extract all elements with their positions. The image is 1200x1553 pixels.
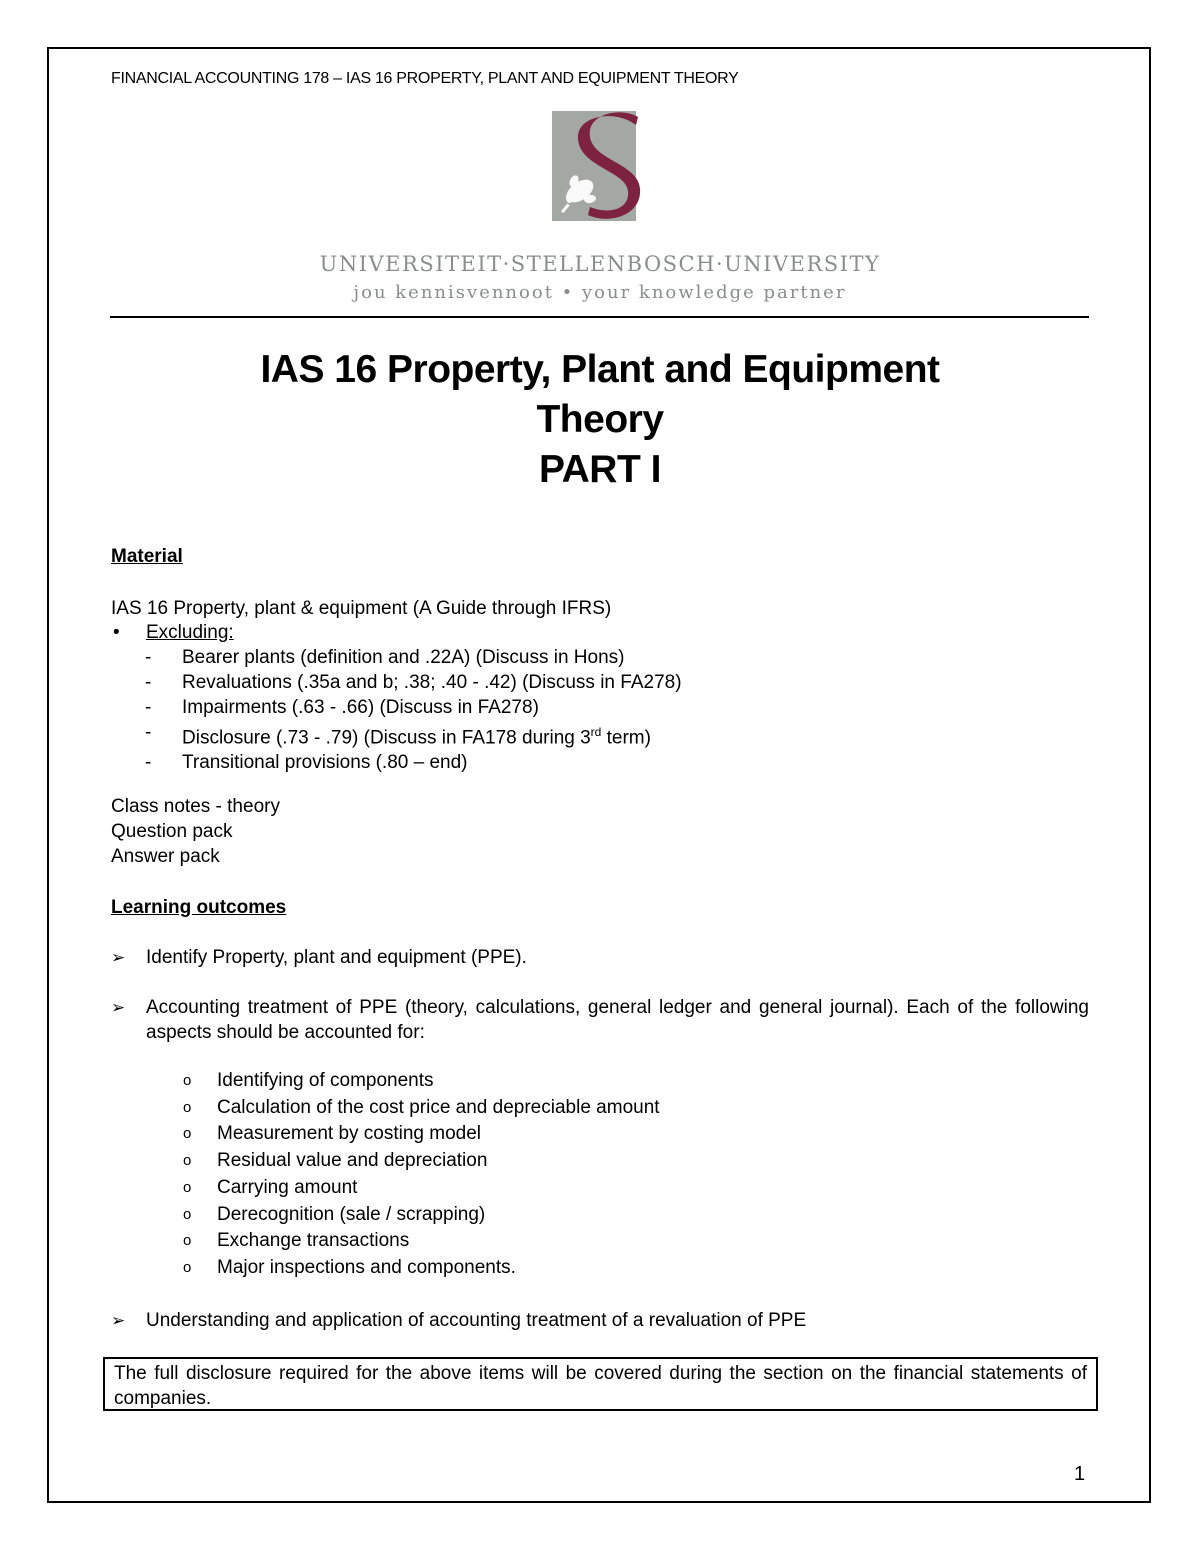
list-item: - Transitional provisions (.80 – end)	[145, 752, 468, 774]
aspects-list	[183, 1068, 660, 1282]
arrow-bullet-icon: ➢	[111, 998, 126, 1017]
list-item: - Bearer plants (definition and .22A) (Discuss in Hons)	[145, 647, 625, 668]
stellenbosch-s-logo-icon	[552, 111, 648, 223]
circle-bullet-icon: o	[183, 1152, 192, 1170]
list-item: Question pack	[111, 821, 233, 842]
list-item: o Derecognition (sale / scrapping)	[183, 1202, 660, 1229]
circle-bullet-icon: o	[183, 1125, 192, 1143]
dash-marker: -	[145, 647, 152, 668]
list-item: o Identifying of components	[183, 1068, 660, 1095]
material-heading: Material	[111, 546, 183, 567]
list-item: Class notes - theory	[111, 796, 280, 817]
document-title	[0, 345, 1200, 495]
dash-marker: -	[145, 752, 152, 774]
dash-marker: -	[145, 672, 152, 693]
resources-list	[111, 794, 280, 869]
title-line-2: Theory	[536, 398, 664, 441]
list-item: o Carrying amount	[183, 1175, 660, 1202]
dash-marker: -	[145, 722, 152, 743]
list-item: - Disclosure (.73 - .79) (Discuss in FA178 during 3rd term)	[145, 722, 651, 749]
excluding-item	[113, 620, 234, 645]
circle-bullet-icon: o	[183, 1072, 192, 1089]
list-item: - Revaluations (.35a and b; .38; .40 - .42) (Discuss in FA278)	[145, 672, 682, 693]
list-item: o Calculation of the cost price and depreciable amount	[183, 1095, 660, 1122]
material-source: IAS 16 Property, plant & equipment (A Guide through IFRS)	[111, 598, 612, 619]
circle-bullet-icon: o	[183, 1178, 192, 1196]
dash-marker: -	[145, 697, 152, 718]
title-line-3: PART I	[539, 448, 661, 491]
list-item: o Major inspections and components.	[183, 1255, 660, 1282]
arrow-bullet-icon: ➢	[111, 948, 126, 967]
learning-outcomes-heading: Learning outcomes	[111, 897, 287, 918]
circle-bullet-icon: o	[183, 1258, 192, 1276]
list-item: o Residual value and depreciation	[183, 1148, 660, 1175]
title-line-1: IAS 16 Property, Plant and Equipment	[260, 348, 940, 391]
running-header: FINANCIAL ACCOUNTING 178 – IAS 16 PROPERTY, PLANT AND EQUIPMENT THEORY	[111, 70, 739, 87]
university-name: UNIVERSITEIT·STELLENBOSCH·UNIVERSITY	[319, 252, 881, 276]
list-item: Answer pack	[111, 846, 220, 867]
bullet-icon: •	[113, 622, 120, 643]
circle-bullet-icon: o	[183, 1232, 192, 1250]
outcome-item: ➢ Accounting treatment of PPE (theory, calculations, general ledger and general journal). Each of the following aspects should be accounted for:	[111, 997, 1089, 1043]
list-item: o Measurement by costing model	[183, 1121, 660, 1148]
page-number: 1	[1074, 1463, 1086, 1485]
disclosure-note-box: The full disclosure required for the above items will be covered during the section on the financial statements of companies.	[103, 1357, 1098, 1411]
header-rule	[110, 316, 1089, 318]
university-tagline: jou kennisvennoot • your knowledge partner	[353, 282, 847, 303]
outcome-item: ➢ Identify Property, plant and equipment (PPE).	[111, 947, 527, 968]
circle-bullet-icon: o	[183, 1098, 192, 1116]
list-item: o Exchange transactions	[183, 1228, 660, 1255]
outcome-item: ➢ Understanding and application of accounting treatment of a revaluation of PPE	[111, 1310, 807, 1331]
circle-bullet-icon: o	[183, 1205, 192, 1223]
exclusions-list	[145, 645, 682, 775]
arrow-bullet-icon: ➢	[111, 1311, 126, 1330]
list-item: - Impairments (.63 - .66) (Discuss in FA278)	[145, 697, 539, 718]
excluding-label: Excluding:	[146, 622, 234, 643]
